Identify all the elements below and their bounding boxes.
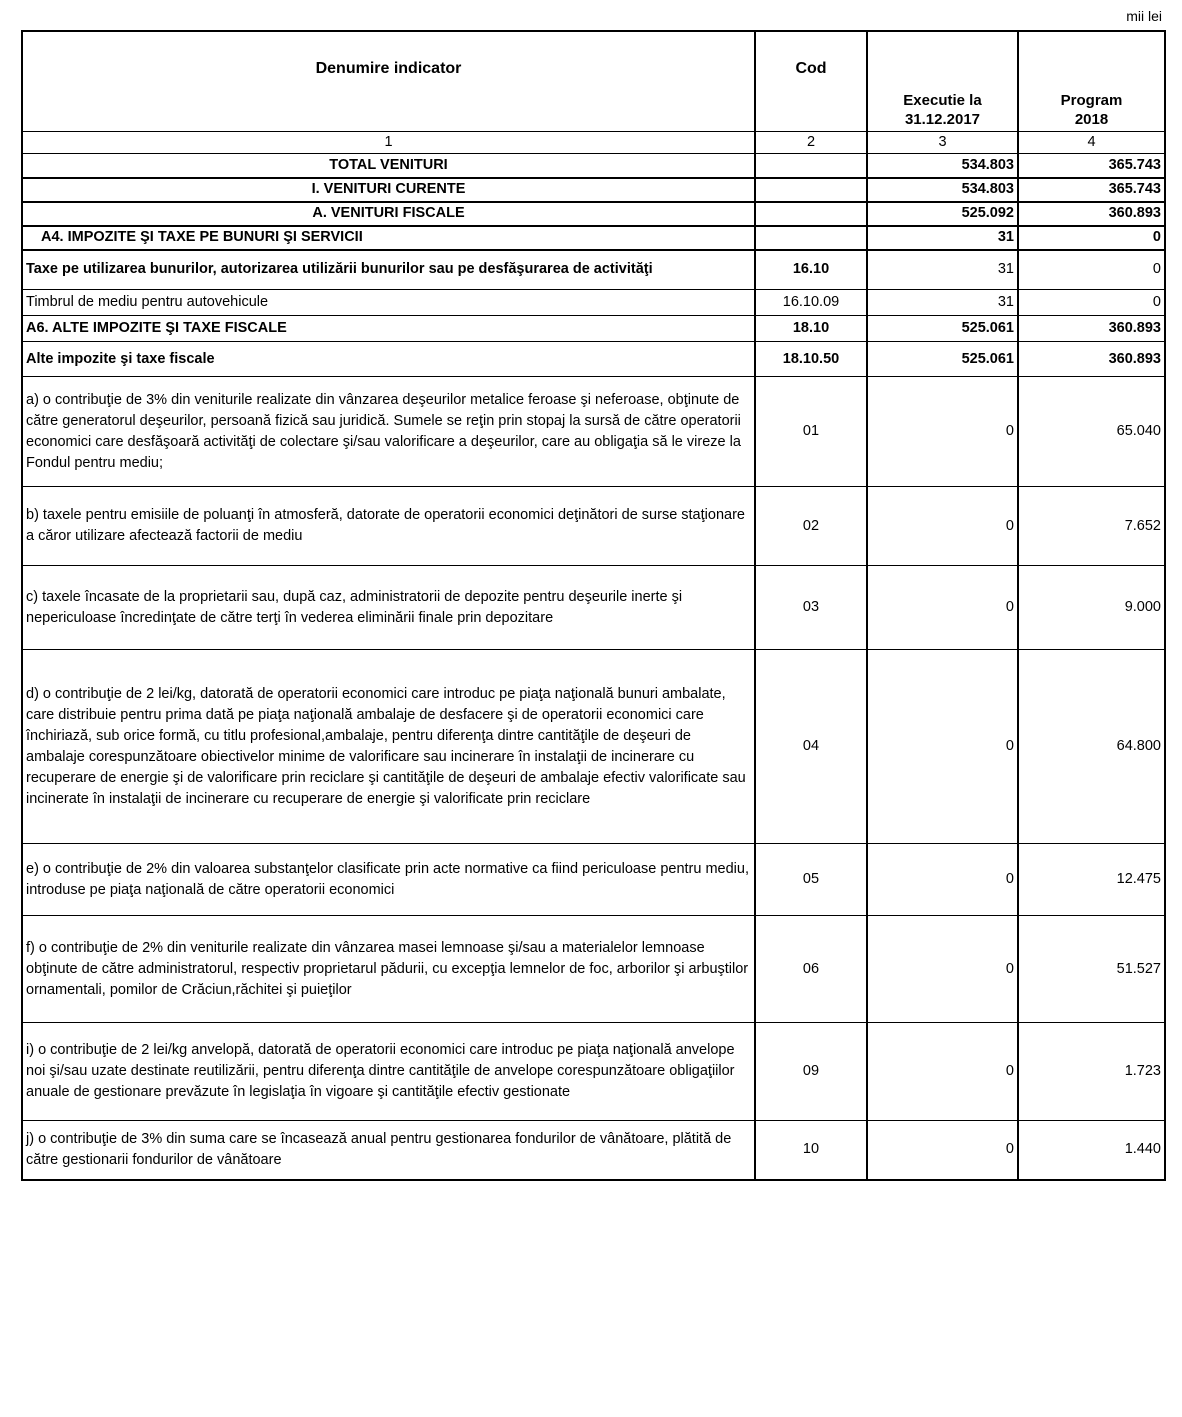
row-cod	[755, 154, 867, 178]
table-row	[22, 178, 1165, 202]
column-index-row	[22, 132, 1165, 154]
header-prog-line1: Program	[1060, 92, 1123, 109]
row-cod: 16.10.09	[755, 290, 867, 316]
header-row	[22, 31, 1165, 132]
row-exec: 31	[867, 250, 1018, 290]
row-exec: 0	[867, 916, 1018, 1023]
row-name: A6. ALTE IMPOZITE ŞI TAXE FISCALE	[22, 316, 755, 342]
column-index: 1	[22, 132, 755, 154]
row-prog: 51.527	[1018, 916, 1165, 1023]
row-name: c) taxele încasate de la proprietarii sau, după caz, administratorii de depozite pentru deşeurile inerte şi nepericuloase încredinţate de către terţi în vederea eliminării finale prin depozitare	[22, 566, 755, 650]
row-cod: 04	[755, 650, 867, 844]
row-exec: 525.061	[867, 316, 1018, 342]
table-row	[22, 316, 1165, 342]
row-exec: 0	[867, 650, 1018, 844]
header-exec	[867, 31, 1018, 132]
row-cod	[755, 202, 867, 226]
row-prog: 65.040	[1018, 377, 1165, 487]
row-cod: 03	[755, 566, 867, 650]
row-prog: 64.800	[1018, 650, 1165, 844]
row-cod: 05	[755, 844, 867, 916]
table-row	[22, 290, 1165, 316]
header-exec-line1: Executie la	[903, 92, 982, 109]
header-cod: Cod	[755, 31, 867, 132]
row-cod: 06	[755, 916, 867, 1023]
row-name: I. VENITURI CURENTE	[22, 178, 755, 202]
row-cod: 02	[755, 487, 867, 566]
row-cod: 18.10.50	[755, 342, 867, 377]
table-row	[22, 487, 1165, 566]
row-exec: 525.092	[867, 202, 1018, 226]
row-name: j) o contribuţie de 3% din suma care se încasează anual pentru gestionarea fondurilor de vânătoare, plătită de către gestionarii fondurilor de vânătoare	[22, 1121, 755, 1180]
row-cod: 16.10	[755, 250, 867, 290]
table-row	[22, 650, 1165, 844]
header-name: Denumire indicator	[22, 31, 755, 132]
row-exec: 534.803	[867, 154, 1018, 178]
row-cod: 18.10	[755, 316, 867, 342]
row-prog: 9.000	[1018, 566, 1165, 650]
table-row	[22, 154, 1165, 178]
row-prog: 365.743	[1018, 178, 1165, 202]
row-prog: 1.440	[1018, 1121, 1165, 1180]
row-exec: 525.061	[867, 342, 1018, 377]
row-name: TOTAL VENITURI	[22, 154, 755, 178]
row-name: e) o contribuţie de 2% din valoarea substanţelor clasificate prin acte normative ca fiind periculoase pentru mediu, introduse pe piaţa naţională de către operatorii economici	[22, 844, 755, 916]
row-exec: 0	[867, 844, 1018, 916]
row-exec: 0	[867, 377, 1018, 487]
table-row	[22, 916, 1165, 1023]
header-prog-line2: 2018	[1074, 111, 1109, 128]
budget-table	[21, 30, 1166, 1181]
column-index: 4	[1018, 132, 1165, 154]
row-cod	[755, 226, 867, 250]
table-row	[22, 1023, 1165, 1121]
table-row	[22, 844, 1165, 916]
table-row	[22, 250, 1165, 290]
row-name: b) taxele pentru emisiile de poluanţi în atmosferă, datorate de operatorii economici deţinători de surse staţionare a căror utilizare afectează factorii de mediu	[22, 487, 755, 566]
row-exec: 31	[867, 226, 1018, 250]
row-exec: 0	[867, 566, 1018, 650]
row-cod: 09	[755, 1023, 867, 1121]
row-exec: 31	[867, 290, 1018, 316]
table-row	[22, 1121, 1165, 1180]
row-exec: 0	[867, 1023, 1018, 1121]
row-cod: 01	[755, 377, 867, 487]
unit-label: mii lei	[1126, 8, 1162, 24]
row-name: f) o contribuţie de 2% din veniturile realizate din vânzarea masei lemnoase şi/sau a materialelor lemnoase obţinute de către administratorul, respectiv proprietarul pădurii, cu excepţia lemnelor de foc, arborilor şi arbuştilor ornamentali, pomilor de Crăciun,răchitei şi puieţilor	[22, 916, 755, 1023]
column-index: 3	[867, 132, 1018, 154]
row-prog: 12.475	[1018, 844, 1165, 916]
row-name: Timbrul de mediu pentru autovehicule	[22, 290, 755, 316]
row-cod: 10	[755, 1121, 867, 1180]
row-exec: 0	[867, 1121, 1018, 1180]
row-prog: 360.893	[1018, 316, 1165, 342]
row-cod	[755, 178, 867, 202]
row-prog: 0	[1018, 250, 1165, 290]
row-prog: 1.723	[1018, 1023, 1165, 1121]
header-exec-line2: 31.12.2017	[904, 111, 981, 128]
row-name: Alte impozite şi taxe fiscale	[22, 342, 755, 377]
row-prog: 0	[1018, 290, 1165, 316]
header-prog	[1018, 31, 1165, 132]
row-prog: 360.893	[1018, 202, 1165, 226]
row-exec: 0	[867, 487, 1018, 566]
table-row	[22, 377, 1165, 487]
table-row	[22, 226, 1165, 250]
table-row	[22, 342, 1165, 377]
row-name: A4. IMPOZITE ŞI TAXE PE BUNURI ŞI SERVICII	[22, 226, 755, 250]
column-index: 2	[755, 132, 867, 154]
row-prog: 360.893	[1018, 342, 1165, 377]
row-name: A. VENITURI FISCALE	[22, 202, 755, 226]
row-name: i) o contribuţie de 2 lei/kg anvelopă, datorată de operatorii economici care introduc pe piaţa naţională anvelope noi şi/sau uzate destinate reutilizării, pentru diferenţa dintre cantităţile de anvelope corespunzătoare obligaţiilor anuale de gestionare prevăzute în legislaţia în vigoare şi cantităţile efectiv gestionate	[22, 1023, 755, 1121]
row-name: d) o contribuţie de 2 lei/kg, datorată de operatorii economici care introduc pe piaţa naţională bunuri ambalate, care distribuie pentru prima dată pe piaţa naţională ambalaje de desfacere şi de operatorii economici care închiriază, sub orice formă, cu titlu profesional,ambalaje, pentru diferenţa dintre cantităţile de deşeuri de ambalaje corespunzătoare obiectivelor minime de valorificare sau incinerare în instalaţii de incinerare cu recuperare de energie şi de valorificare prin reciclare şi cantităţile de deşeuri de ambalaje efectiv valorificate sau incinerate în instalaţii de incinerare cu recuperare de energie şi valorificate prin reciclare	[22, 650, 755, 844]
row-name: Taxe pe utilizarea bunurilor, autorizarea utilizării bunurilor sau pe desfăşurarea de activităţi	[22, 250, 755, 290]
table-row	[22, 202, 1165, 226]
row-name: a) o contribuţie de 3% din veniturile realizate din vânzarea deşeurilor metalice feroase şi neferoase, obţinute de către generatorul deşeurilor, persoană fizică sau juridică. Sumele se reţin prin stopaj la sursă de către operatorii economici care desfăşoară activităţi de colectare şi/sau valorificare a deşeurilor, care au obligaţia să le vireze la Fondul pentru mediu;	[22, 377, 755, 487]
row-prog: 7.652	[1018, 487, 1165, 566]
row-prog: 365.743	[1018, 154, 1165, 178]
row-exec: 534.803	[867, 178, 1018, 202]
row-prog: 0	[1018, 226, 1165, 250]
table-row	[22, 566, 1165, 650]
